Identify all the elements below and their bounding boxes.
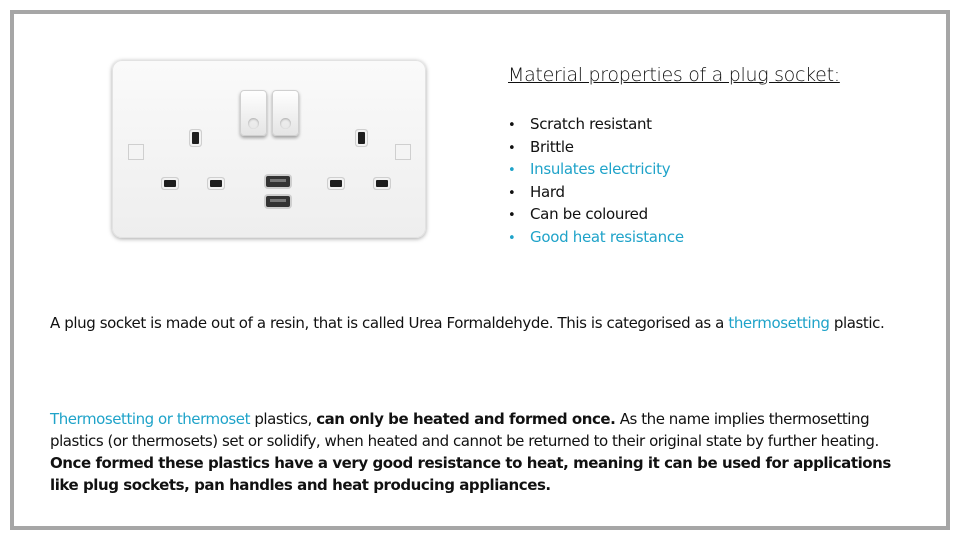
bullet-icon: • [508,208,516,224]
properties-list [508,114,684,250]
socket-pin [164,180,176,187]
list-item: • Scratch resistant [508,114,684,137]
socket-switch-right [272,90,299,136]
socket-pin [330,180,342,187]
bullet-icon: • [508,185,516,201]
socket-earth-pin-right [358,132,365,144]
thermoset-paragraph: Thermosetting or thermoset plastics, can only be heated and formed once. As the name implies thermosetting plastics (or thermosets) set or solidify, when heated and cannot be returned to their original state by further heating. Once formed these plastics have a very good resistance to heat, meaning it can be used for applications like plug sockets, pan handles and heat producing appliances. [50,410,891,494]
resin-paragraph: A plug socket is made out of a resin, that is called Urea Formaldehyde. This is categorised as a thermosetting plastic. [50,314,885,332]
list-item: • Hard [508,182,684,205]
usb-port-top [266,176,290,187]
plug-socket-image [112,60,426,238]
socket-earth-pin-left [192,132,199,144]
list-item: • Good heat resistance [508,227,684,250]
slide [10,10,950,530]
socket-pin [376,180,388,187]
socket-pin [210,180,222,187]
bullet-icon: • [508,163,516,179]
socket-screw-right [395,144,411,160]
properties-heading: Material properties of a plug socket: [508,64,840,86]
bullet-icon: • [508,140,516,156]
usb-port-bottom [266,196,290,207]
list-item: • Brittle [508,137,684,160]
bullet-icon: • [508,118,516,133]
socket-screw-left [128,144,144,160]
socket-switch-left [240,90,267,136]
bullet-icon: • [508,230,516,246]
list-item: • Can be coloured [508,204,684,227]
list-item: • Insulates electricity [508,159,684,182]
